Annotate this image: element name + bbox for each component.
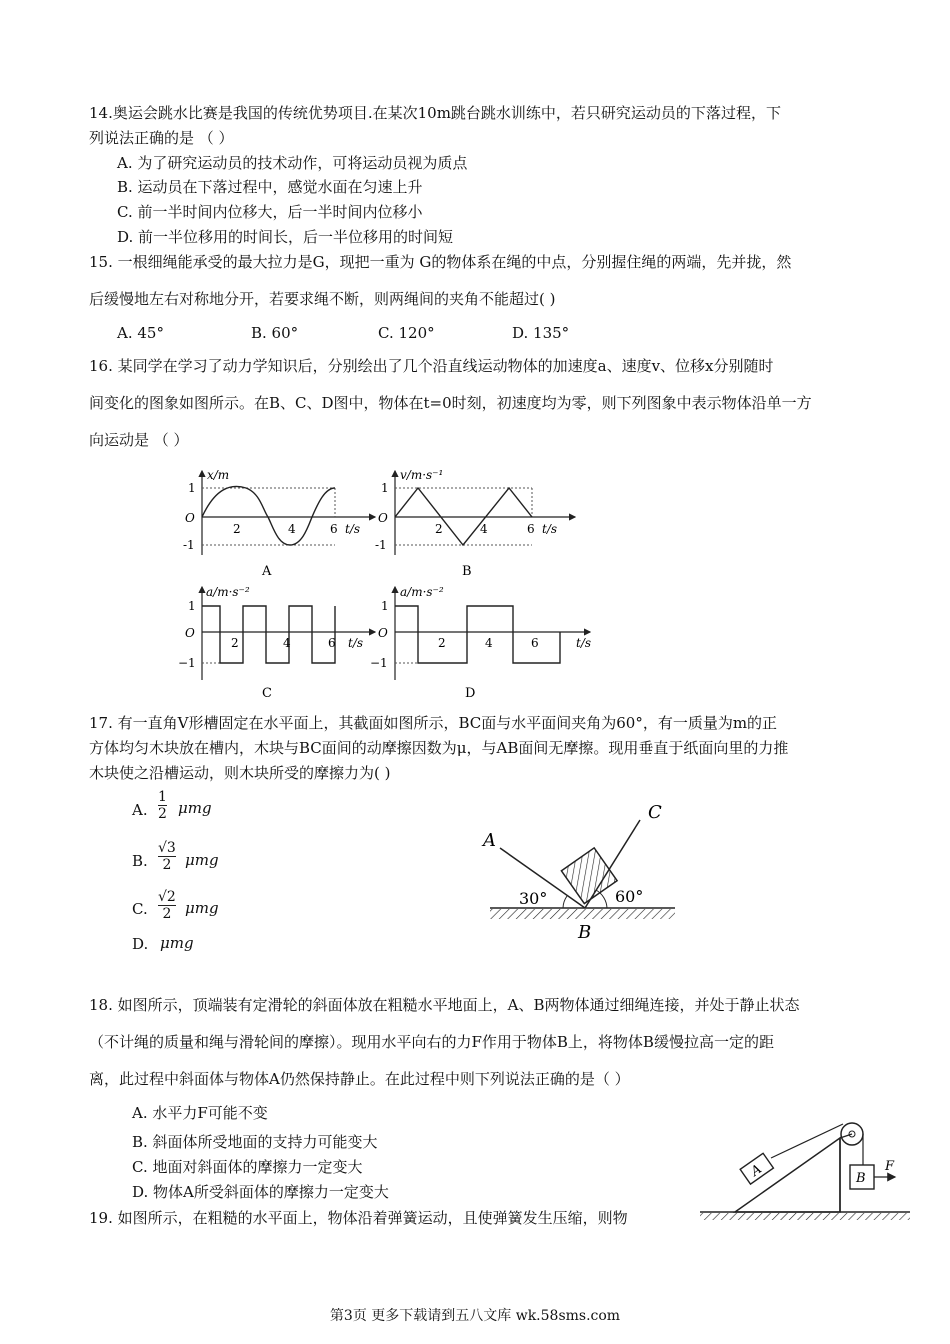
graph-c-origin: O xyxy=(185,626,195,640)
q14-option-b: B. 运动员在下落过程中，感觉水面在匀速上升 xyxy=(117,178,423,196)
q17-option-a-num: 1 xyxy=(158,789,167,805)
page-footer: 第3页 更多下载请到五八文库 wk.58sms.com xyxy=(329,1308,621,1324)
graph-d-x6: 6 xyxy=(531,636,539,650)
q18-option-d: D. 物体A所受斜面体的摩擦力一定变大 xyxy=(132,1183,389,1201)
graph-b-tick-m1: -1 xyxy=(375,538,387,552)
q18-incline-figure xyxy=(695,1110,920,1225)
q17-option-b-den: 2 xyxy=(158,856,176,873)
graph-c-caption: C xyxy=(262,686,272,701)
q17-option-b-fraction xyxy=(158,840,176,873)
q18-option-a: A. 水平力F可能不变 xyxy=(132,1104,268,1122)
q17-option-d-tail: μmg xyxy=(160,934,194,952)
q16-graphs xyxy=(170,465,610,705)
graph-c-tick-1: 1 xyxy=(188,599,196,613)
q17-option-b-tail: μmg xyxy=(185,851,219,869)
q15-option-a: A. 45° xyxy=(117,324,164,342)
q15-option-d: D. 135° xyxy=(512,324,570,342)
graph-c-x4: 4 xyxy=(283,636,291,650)
q17-fig-label-a: A xyxy=(483,830,496,851)
q14-option-c: C. 前一半时间内位移大，后一半时间内位移小 xyxy=(117,203,423,221)
q15-option-b: B. 60° xyxy=(251,324,299,342)
graph-d xyxy=(370,585,591,701)
q17-fig-angle-30: 30° xyxy=(519,889,548,908)
q18-fig-label-f: F xyxy=(885,1159,895,1174)
graph-a-tick-m1: -1 xyxy=(183,538,195,552)
graph-a-tick-1: 1 xyxy=(188,481,196,495)
q14-option-d: D. 前一半位移用的时间长，后一半位移用的时间短 xyxy=(117,228,454,246)
q17-option-b-label: B. xyxy=(132,852,148,870)
graph-b-caption: B xyxy=(462,564,472,579)
q19-line1: 19. 如图所示，在粗糙的水平面上，物体沿着弹簧运动，且使弹簧发生压缩，则物 xyxy=(89,1209,628,1227)
q17-option-a-fraction xyxy=(158,789,167,822)
q15-line1: 15. 一根细绳能承受的最大拉力是G，现把一重为 G的物体系在绳的中点，分别握住绳的两端，先并拢，然 xyxy=(89,253,792,271)
graph-c-x6: 6 xyxy=(328,636,336,650)
graph-b-ylabel: v/m·s⁻¹ xyxy=(400,468,444,482)
q17-fig-label-c: C xyxy=(648,802,662,823)
graph-a-x4: 4 xyxy=(288,522,296,536)
graph-a-x6: 6 xyxy=(330,522,338,536)
graph-a-xlabel: t/s xyxy=(345,522,361,536)
q17-option-b-num: √3 xyxy=(158,840,176,856)
q17-option-c-num: √2 xyxy=(158,889,176,905)
q17-line1: 17. 有一直角V形槽固定在水平面上，其截面如图所示，BC面与水平面间夹角为60°，有一质量为m的正 xyxy=(89,714,778,732)
graph-d-tick-m1: −1 xyxy=(370,656,388,670)
q17-fig-label-b: B xyxy=(578,922,592,943)
graph-a xyxy=(183,468,375,579)
q18-line3: 离，此过程中斜面体与物体A仍然保持静止。在此过程中则下列说法正确的是（ ） xyxy=(89,1070,630,1088)
graph-a-ylabel: x/m xyxy=(207,468,230,482)
q17-option-c-label: C. xyxy=(132,900,148,918)
graph-b xyxy=(375,468,575,579)
graph-c-tick-m1: −1 xyxy=(178,656,196,670)
q18-line2: （不计绳的质量和绳与滑轮间的摩擦）。现用水平向右的力F作用于物体B上，将物体B缓慢拉高一定的距 xyxy=(89,1033,774,1051)
q15-line2: 后缓慢地左右对称地分开，若要求绳不断，则两绳间的夹角不能超过( ) xyxy=(89,290,556,308)
graph-a-caption: A xyxy=(262,564,272,579)
q17-option-c-fraction xyxy=(158,889,176,922)
q16-line1: 16. 某同学在学习了动力学知识后，分别绘出了几个沿直线运动物体的加速度a、速度v、位移x分别随时 xyxy=(89,357,774,375)
q18-line1: 18. 如图所示，顶端装有定滑轮的斜面体放在粗糙水平地面上，A、B两物体通过细绳连接，并处于静止状态 xyxy=(89,996,800,1014)
q17-option-d-label: D. xyxy=(132,935,149,953)
q18-option-b: B. 斜面体所受地面的支持力可能变大 xyxy=(132,1133,378,1151)
q18-option-c: C. 地面对斜面体的摩擦力一定变大 xyxy=(132,1158,363,1176)
graph-d-caption: D xyxy=(465,686,476,701)
graph-c-x2: 2 xyxy=(231,636,239,650)
q17-option-a-label: A. xyxy=(132,801,148,819)
graph-d-x2: 2 xyxy=(438,636,446,650)
graph-d-origin: O xyxy=(378,626,388,640)
graph-a-origin: O xyxy=(185,511,195,525)
q14-option-a: A. 为了研究运动员的技术动作，可将运动员视为质点 xyxy=(117,154,468,172)
graph-b-xlabel: t/s xyxy=(542,522,558,536)
graph-b-x4: 4 xyxy=(480,522,488,536)
graph-b-origin: O xyxy=(378,511,388,525)
graph-d-tick-1: 1 xyxy=(381,599,389,613)
graph-d-x4: 4 xyxy=(485,636,493,650)
q16-line2: 间变化的图象如图所示。在B、C、D图中，物体在t=0时刻，初速度均为零，则下列图象中表示物体沿单一方 xyxy=(89,394,812,412)
graph-c-xlabel: t/s xyxy=(348,636,364,650)
q17-v-groove-figure xyxy=(475,790,690,950)
q17-option-c-tail: μmg xyxy=(185,899,219,917)
graph-c xyxy=(178,585,375,701)
graph-d-ylabel: a/m·s⁻² xyxy=(400,585,444,599)
graph-c-ylabel: a/m·s⁻² xyxy=(206,585,250,599)
q14-line1: 14.奥运会跳水比赛是我国的传统优势项目.在某次10m跳台跳水训练中，若只研究运动员的下落过程，下 xyxy=(89,104,781,122)
graph-b-x6: 6 xyxy=(527,522,535,536)
graph-d-xlabel: t/s xyxy=(576,636,592,650)
q17-line3: 木块使之沿槽运动，则木块所受的摩擦力为( ) xyxy=(89,764,391,782)
q18-fig-label-a: A xyxy=(748,1161,765,1180)
q17-line2: 方体均匀木块放在槽内，木块与BC面间的动摩擦因数为μ，与AB面间无摩擦。现用垂直于纸面向里的力推 xyxy=(89,739,789,757)
q18-fig-label-b: B xyxy=(856,1171,866,1186)
q17-option-c-den: 2 xyxy=(158,905,176,922)
graph-b-x2: 2 xyxy=(435,522,443,536)
graph-a-x2: 2 xyxy=(233,522,241,536)
q17-fig-angle-60: 60° xyxy=(615,887,644,906)
q15-option-c: C. 120° xyxy=(378,324,435,342)
graph-b-tick-1: 1 xyxy=(381,481,389,495)
q17-option-a-tail: μmg xyxy=(178,799,212,817)
q17-option-a-den: 2 xyxy=(158,806,167,822)
q16-line3: 向运动是 （ ） xyxy=(89,431,189,449)
q14-line2: 列说法正确的是 （ ） xyxy=(89,129,234,147)
